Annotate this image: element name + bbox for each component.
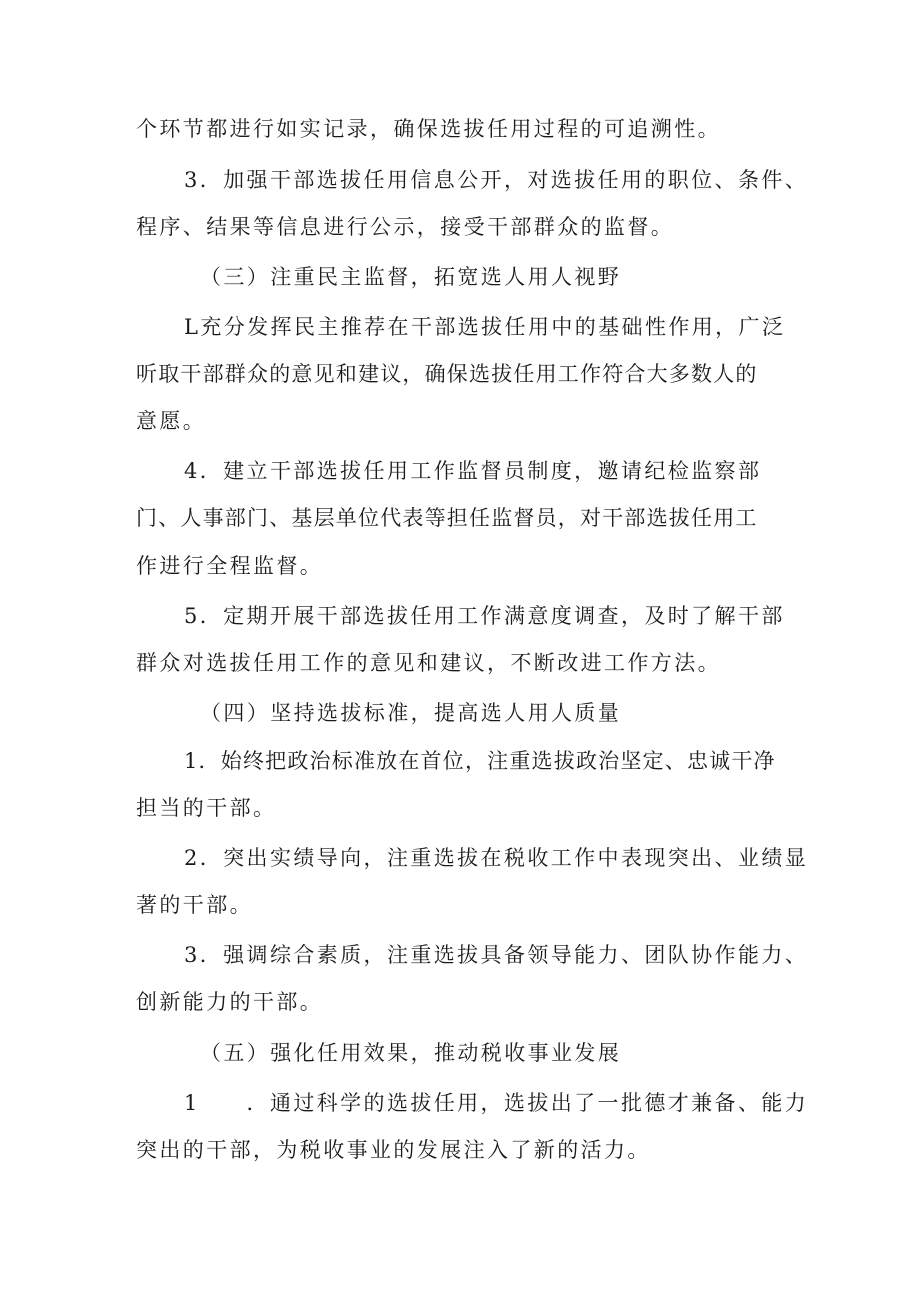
text-line-7: 意愿。 [136, 409, 207, 433]
text-line-17: 著的干部。 [136, 893, 253, 917]
text-line-19: 创新能力的干部。 [136, 990, 324, 1014]
text-line-14: 1．始终把政治标准放在首位，注重选拔政治坚定、忠诚干净 [184, 749, 776, 773]
section-heading-4: （四）坚持选拔标准，提高选人用人质量 [200, 701, 622, 725]
text-line-6: 听取干部群众的意见和建议，确保选拔任用工作符合大多数人的 [136, 362, 758, 386]
text-line-8: 4．建立干部选拔任用工作监督员制度，邀请纪检监察部 [184, 459, 762, 483]
text-line-15: 担当的干部。 [136, 796, 277, 820]
section-heading-3: （三）注重民主监督，拓宽选人用人视野 [200, 265, 622, 289]
text-line-2: 3．加强干部选拔任用信息公开，对选拔任用的职位、条件、 [184, 168, 809, 192]
text-line-16: 2．突出实绩导向，注重选拔在税收工作中表现突出、业绩显 [184, 846, 809, 870]
text-line-3: 程序、结果等信息进行公示，接受干部群众的监督。 [136, 215, 675, 239]
text-line-9: 门、人事部门、基层单位代表等担任监督员，对干部选拔任用工 [136, 506, 758, 530]
text-line-11: 5．定期开展干部选拔任用工作满意度调查，及时了解干部 [184, 604, 785, 628]
section-heading-5: （五）强化任用效果，推动税收事业发展 [200, 1041, 622, 1065]
text-line-12: 群众对选拔任用工作的意见和建议，不断改进工作方法。 [136, 651, 721, 675]
text-line-1: 个环节都进行如实记录，确保选拔任用过程的可追溯性。 [136, 117, 721, 141]
text-line-10: 作进行全程监督。 [136, 554, 324, 578]
text-line-21: 1 ．通过科学的选拔任用，选拔出了一批德才兼备、能力 [184, 1091, 809, 1115]
text-line-22: 突出的干部，为税收事业的发展注入了新的活力。 [136, 1138, 651, 1162]
text-line-5: L充分发挥民主推荐在干部选拔任用中的基础性作用，广泛 [184, 315, 786, 339]
text-line-18: 3．强调综合素质，注重选拔具备领导能力、团队协作能力、 [184, 943, 809, 967]
